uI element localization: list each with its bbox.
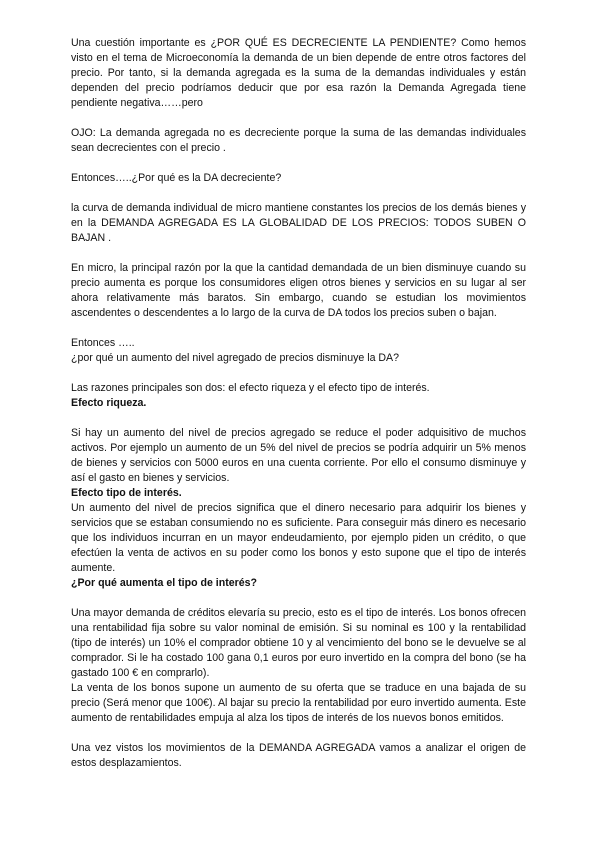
heading-why-interest-rises: ¿Por qué aumenta el tipo de interés? bbox=[71, 577, 258, 589]
paragraph-individual-curve: la curva de demanda individual de micro mantiene constantes los precios de los demás bienes y en la DEMANDA AGREGADA ES LA GLOBALIDAD DE LOS PRECIOS: TODOS SUBEN O BAJAN . bbox=[71, 202, 526, 244]
paragraph-micro-reason: En micro, la principal razón por la que la cantidad demandada de un bien disminuye cuando su precio aumenta es porque los consumidores eligen otros bienes y servicios en su lugar al ser ahora relativamente más baratos. Sin embargo, cuando se estudian los movimientos ascendentes o descendentes a lo largo de la curva de DA todos los precios suben o bajan. bbox=[71, 262, 526, 319]
paragraph-closing: Una vez vistos los movimientos de la DEMANDA AGREGADA vamos a analizar el origen de estos desplazamientos. bbox=[71, 742, 526, 769]
paragraph-intro: Una cuestión importante es ¿POR QUÉ ES DECRECIENTE LA PENDIENTE? Como hemos visto en el tema de Microeconomía la demanda de un bien depende de entre otros factores del precio. Por tanto, si la demanda agregada es la suma de la demandas individuales y están dependen del precio podríamos deducir que por esa razón la Demanda Agregada tiene pendiente negativa……pero bbox=[71, 37, 526, 109]
heading-wealth-effect: Efecto riqueza. bbox=[71, 397, 147, 409]
paragraph-question-da: Entonces…..¿Por qué es la DA decreciente? bbox=[71, 172, 282, 184]
document-body bbox=[71, 36, 526, 771]
paragraph-entonces: Entonces ….. bbox=[71, 337, 135, 349]
heading-interest-effect: Efecto tipo de interés. bbox=[71, 487, 182, 499]
paragraph-interest-effect: Un aumento del nivel de precios significa que el dinero necesario para adquirir los bienes y servicios que se estaban consumiendo no es suficiente. Para conseguir más dinero es necesario que los individuos incurran en un mayor endeudamiento, por ejemplo piden un crédito, o que efectúen la venta de activos en su poder como los bonos y esto supone que el tipo de interés aumente. bbox=[71, 502, 526, 574]
paragraph-two-reasons: Las razones principales son dos: el efecto riqueza y el efecto tipo de interés. bbox=[71, 382, 430, 394]
paragraph-wealth-effect: Si hay un aumento del nivel de precios agregado se reduce el poder adquisitivo de muchos activos. Por ejemplo un aumento de un 5% del nivel de precios se podría adquirir un 5% menos de bienes y servicios con 5000 euros en una cuenta corriente. Por ello el consumo disminuye y así el gasto en bienes y servicios. bbox=[71, 427, 526, 484]
paragraph-bond-sale: La venta de los bonos supone un aumento de su oferta que se traduce en una bajada de su precio (Será menor que 100€). Al bajar su precio la rentabilidad por euro invertido aumenta. Este aumento de rentabilidades empuja al alza los tipos de interés de los nuevos bonos emitidos. bbox=[71, 682, 526, 724]
paragraph-ojo: OJO: La demanda agregada no es decreciente porque la suma de las demandas individuales sean decrecientes con el precio . bbox=[71, 127, 526, 154]
paragraph-question-price-level: ¿por qué un aumento del nivel agregado de precios disminuye la DA? bbox=[71, 352, 400, 364]
paragraph-credit-demand: Una mayor demanda de créditos elevaría su precio, esto es el tipo de interés. Los bonos ofrecen una rentabilidad fija sobre su valor nominal de emisión. Si su nominal es 100 y la rentabilidad (tipo de interés) un 10% el comprador obtiene 10 y al vencimiento del bono se le devuelve se al comprador. Si le ha costado 100 gana 0,1 euros por euro invertido en la compra del bono (se ha gastado 100 € en comprarlo). bbox=[71, 607, 526, 679]
